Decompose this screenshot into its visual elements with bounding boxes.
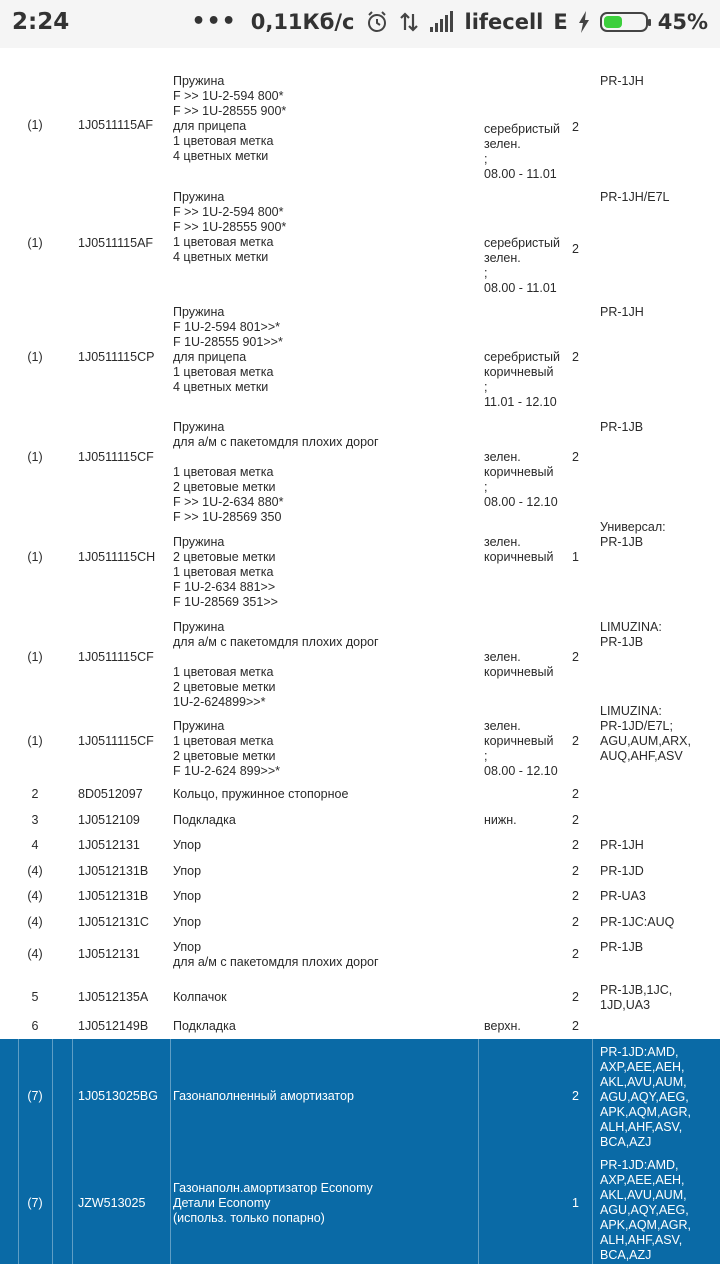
alarm-icon (365, 10, 389, 34)
table-row[interactable] (0, 598, 720, 709)
battery-percent: 45% (657, 9, 708, 34)
model-cell: PR-1JB (600, 420, 644, 434)
part-number-cell: JZW513025 (78, 1196, 146, 1210)
position-cell: (7) (27, 1089, 43, 1103)
quantity-cell: 2 (572, 947, 579, 961)
note-cell: верхн. (484, 1019, 521, 1033)
position-cell: (4) (27, 864, 43, 878)
position-cell: 2 (31, 787, 39, 801)
description-cell: Пружина 2 цветовые метки 1 цветовая метка F 1U-2-634 881>> F 1U-28569 351>> (173, 535, 278, 609)
model-cell: LIMUZINA: PR-1JB (600, 620, 662, 649)
position-cell: 5 (31, 990, 39, 1004)
quantity-cell: 2 (572, 1089, 579, 1103)
part-number-cell: 1J0512131B (78, 889, 149, 903)
quantity-cell: 2 (572, 350, 579, 364)
table-row[interactable] (0, 48, 720, 181)
quantity-cell: 1 (572, 1196, 579, 1210)
table-row[interactable] (0, 884, 720, 910)
table-row[interactable] (0, 1015, 720, 1039)
position-cell: (4) (27, 915, 43, 929)
quantity-cell: 1 (572, 550, 579, 564)
status-bar (0, 0, 720, 48)
description-cell: Упор (173, 864, 202, 878)
table-row[interactable] (0, 910, 720, 935)
model-cell: LIMUZINA: PR-1JD/E7L; AGU,AUM,ARX, AUQ,AHF,ASV (600, 704, 691, 763)
description-cell: Газонаполн.амортизатор Economy Детали Economy (использ. только попарно) (173, 1181, 373, 1225)
quantity-cell: 2 (572, 787, 579, 801)
table-row[interactable] (0, 859, 720, 884)
part-number-cell: 1J0511115CP (78, 350, 155, 364)
quantity-cell: 2 (572, 734, 579, 748)
note-cell: зелен. коричневый (484, 650, 554, 679)
position-cell: (1) (27, 450, 43, 464)
position-cell: (1) (27, 350, 43, 364)
part-number-cell: 1J0512131 (78, 947, 140, 961)
part-number-cell: 1J0511115AF (78, 236, 154, 250)
note-cell: нижн. (484, 813, 517, 827)
note-cell: серебристый зелен. ; 08.00 - 11.01 (484, 236, 561, 295)
carrier-name: lifecell (464, 9, 544, 34)
description-cell: Пружина 1 цветовая метка 2 цветовые метки F 1U-2-624 899>>* (173, 719, 281, 778)
description-cell: Кольцо, пружинное стопорное (173, 787, 349, 801)
column-divider (592, 1154, 593, 1264)
description-cell: Пружина для а/м с пакетомдля плохих дорог 1 цветовая метка 2 цветовые метки 1U-2-624899>>* (173, 620, 379, 709)
table-row[interactable] (0, 513, 720, 609)
table-row[interactable] (0, 398, 720, 524)
quantity-cell: 2 (572, 450, 579, 464)
model-cell: PR-1JD (600, 864, 644, 878)
position-cell: (1) (27, 118, 43, 132)
position-cell: (1) (27, 236, 43, 250)
position-cell: (1) (27, 550, 43, 564)
table-row[interactable] (0, 704, 720, 782)
part-number-cell: 1J0512131 (78, 838, 140, 852)
part-number-cell: 8D0512097 (78, 787, 143, 801)
description-cell: Пружина F >> 1U-2-594 800* F >> 1U-28555 900* для прицепа 1 цветовая метка 4 цветных метки (173, 74, 287, 163)
column-divider (72, 1039, 73, 1154)
model-cell: Универсал: PR-1JB (600, 520, 666, 549)
part-number-cell: 1J0511115CF (78, 450, 154, 464)
position-cell: 6 (31, 1019, 39, 1033)
description-cell: Подкладка (173, 813, 236, 827)
position-cell: (1) (27, 734, 43, 748)
column-divider (72, 1154, 73, 1264)
data-transfer-icon (399, 10, 419, 34)
position-cell: (4) (27, 889, 43, 903)
model-cell: PR-1JH/E7L (600, 190, 670, 204)
description-cell: Упор (173, 838, 202, 852)
part-number-cell: 1J0511115AF (78, 118, 154, 132)
table-row[interactable] (0, 1154, 720, 1264)
table-row[interactable] (0, 833, 720, 859)
part-number-cell: 1J0511115CH (78, 550, 156, 564)
column-divider (170, 1154, 171, 1264)
model-cell: PR-UA3 (600, 889, 646, 903)
description-cell: Пружина F >> 1U-2-594 800* F >> 1U-28555 900* 1 цветовая метка 4 цветных метки (173, 190, 287, 264)
table-row[interactable] (0, 283, 720, 409)
model-cell: PR-1JD:AMD, AXP,AEE,AEH, AKL,AVU,AUM, AGU,AQY,AEG, APK,AQM,AGR, ALH,AHF,ASV, BCA,AZJ (600, 1045, 691, 1149)
network-speed: 0,11Кб/с (250, 9, 355, 34)
model-cell: PR-1JC:AUQ (600, 915, 675, 929)
description-cell: Газонаполненный амортизатор (173, 1089, 354, 1103)
model-cell: PR-1JB,1JC, 1JD,UA3 (600, 983, 673, 1012)
model-cell: PR-1JB (600, 940, 644, 954)
position-cell: (4) (27, 947, 43, 961)
quantity-cell: 2 (572, 120, 579, 134)
table-row[interactable] (0, 808, 720, 833)
table-row[interactable] (0, 1039, 720, 1154)
description-cell: Колпачок (173, 990, 227, 1004)
quantity-cell: 2 (572, 242, 579, 256)
part-number-cell: 1J0512109 (78, 813, 140, 827)
quantity-cell: 2 (572, 990, 579, 1004)
note-cell: серебристый коричневый ; 11.01 - 12.10 (484, 350, 561, 409)
model-cell: PR-1JH (600, 838, 644, 852)
note-cell: зелен. коричневый ; 08.00 - 12.10 (484, 719, 558, 778)
model-cell: PR-1JD:AMD, AXP,AEE,AEH, AKL,AVU,AUM, AGU,AQY,AEG, APK,AQM,AGR, ALH,AHF,ASV, BCA,AZJ (600, 1158, 691, 1262)
part-number-cell: 1J0512131C (78, 915, 149, 929)
charging-icon (578, 11, 590, 33)
part-number-cell: 1J0512149B (78, 1019, 149, 1033)
description-cell: Пружина F 1U-2-594 801>>* F 1U-28555 901>>* для прицепа 1 цветовая метка 4 цветных метки (173, 305, 283, 394)
model-cell: PR-1JH (600, 74, 644, 88)
note-cell: серебристый зелен. ; 08.00 - 11.01 (484, 122, 561, 181)
quantity-cell: 2 (572, 650, 579, 664)
table-row[interactable] (0, 978, 720, 1015)
quantity-cell: 2 (572, 813, 579, 827)
parts-table (0, 48, 720, 1264)
quantity-cell: 2 (572, 864, 579, 878)
table-row[interactable] (0, 935, 720, 978)
description-cell: Упор для а/м с пакетомдля плохих дорог (173, 940, 379, 969)
part-number-cell: 1J0512131B (78, 864, 149, 878)
position-cell: 4 (31, 838, 39, 852)
description-cell: Пружина для а/м с пакетомдля плохих дорог 1 цветовая метка 2 цветовые метки F >> 1U-2-634 880* F >> 1U-28569 350 (173, 420, 379, 524)
part-number-cell: 1J0511115CF (78, 734, 154, 748)
part-number-cell: 1J0512135A (78, 990, 149, 1004)
column-divider (592, 1039, 593, 1154)
description-cell: Подкладка (173, 1019, 236, 1033)
quantity-cell: 2 (572, 1019, 579, 1033)
note-cell: зелен. коричневый ; 08.00 - 12.10 (484, 450, 558, 509)
signal-icon (429, 11, 455, 33)
note-cell: зелен. коричневый (484, 535, 554, 564)
more-dots-icon: ••• (191, 9, 237, 34)
battery-icon (600, 12, 648, 32)
part-number-cell: 1J0511115CF (78, 650, 154, 664)
quantity-cell: 2 (572, 889, 579, 903)
position-cell: (1) (27, 650, 43, 664)
status-time: 2:24 (12, 9, 70, 35)
table-row[interactable] (0, 782, 720, 808)
position-cell: 3 (31, 813, 39, 827)
part-number-cell: 1J0513025BG (78, 1089, 158, 1103)
description-cell: Упор (173, 889, 202, 903)
model-cell: PR-1JH (600, 305, 644, 319)
quantity-cell: 2 (572, 915, 579, 929)
status-right (192, 9, 708, 34)
table-row[interactable] (0, 168, 720, 295)
quantity-cell: 2 (572, 838, 579, 852)
column-divider (170, 1039, 171, 1154)
position-cell: (7) (27, 1196, 43, 1210)
network-type: E (553, 9, 568, 34)
description-cell: Упор (173, 915, 202, 929)
battery-level (604, 16, 622, 28)
